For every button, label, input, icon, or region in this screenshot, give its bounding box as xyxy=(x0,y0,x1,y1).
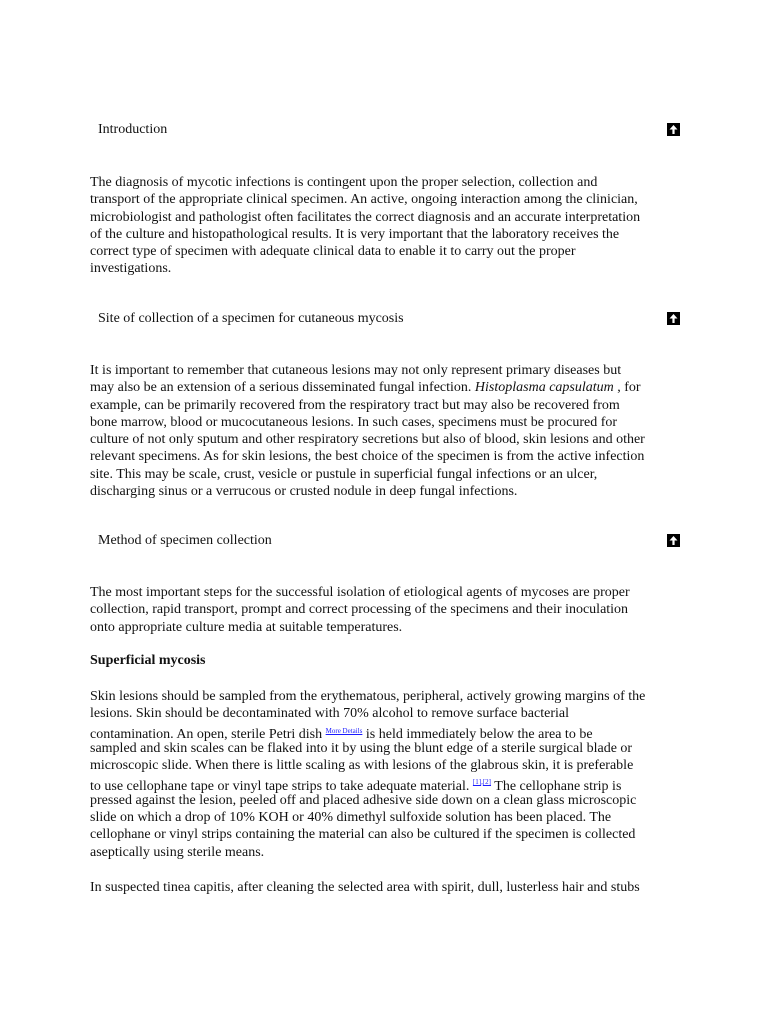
organism-name: Histoplasma capsulatum xyxy=(474,380,614,396)
text-line: of the culture and histopathological results. It is very important that the laboratory receives the xyxy=(90,226,620,242)
text-line: aseptically using sterile means. xyxy=(90,844,265,860)
text-line: culture of not only sputum and other respiratory secretions but also of blood, skin lesions and other xyxy=(90,432,645,448)
text-line: example, can be primarily recovered from the respiratory tract but may also be recovered from xyxy=(90,397,620,413)
text-line: The diagnosis of mycotic infections is contingent upon the proper selection, collection and xyxy=(90,175,598,190)
text-line: Skin lesions should be sampled from the erythematous, peripheral, actively growing margins of the xyxy=(90,689,646,704)
text-line: relevant specimens. As for skin lesions, the best choice of the specimen is from the active infection xyxy=(90,449,645,465)
back-to-top-icon[interactable] xyxy=(667,534,680,547)
reference-link-1[interactable]: [1] xyxy=(472,778,482,787)
text-line: It is important to remember that cutaneous lesions may not only represent primary diseases but xyxy=(90,363,622,378)
section-title: Introduction xyxy=(98,122,168,137)
skin-lesions-paragraph xyxy=(90,688,680,861)
site-paragraph xyxy=(90,362,680,500)
section-header-site-of-collection xyxy=(98,309,684,329)
tinea-capitis-paragraph xyxy=(90,879,680,896)
section-header-introduction xyxy=(98,120,684,140)
text-line: slide on which a drop of 10% KOH or 40% dimethyl sulfoxide solution has been placed. The xyxy=(90,810,612,826)
text-line: microscopic slide. When there is little scaling as with lesions of the glabrous skin, it is preferable xyxy=(90,758,634,774)
section-title: Site of collection of a specimen for cutaneous mycosis xyxy=(98,311,404,326)
text-fragment: to use cellophane tape or vinyl tape strips to take adequate material. xyxy=(90,779,473,795)
text-line: lesions. Skin should be decontaminated with 70% alcohol to remove surface bacterial xyxy=(90,706,569,722)
text-line: cellophane or vinyl strips containing the material can also be cultured if the specimen is collected xyxy=(90,827,636,843)
back-to-top-icon[interactable] xyxy=(667,312,680,325)
text-fragment: contamination. An open, sterile Petri dish xyxy=(90,726,326,742)
more-details-link[interactable]: More Details xyxy=(325,726,363,735)
reference-link-2[interactable]: [2] xyxy=(482,778,492,787)
text-line: collection, rapid transport, prompt and correct processing of the specimens and their inoculation xyxy=(90,602,629,618)
subheading-superficial-mycosis: Superficial mycosis xyxy=(90,653,206,668)
text-line: transport of the appropriate clinical specimen. An active, ongoing interaction among the clinician, xyxy=(90,192,638,208)
text-line: bone marrow, blood or mucocutaneous lesions. In such cases, specimens must be procured for xyxy=(90,414,618,430)
text-line: sampled and skin scales can be flaked into it by using the blunt edge of a sterile surgical blade or xyxy=(90,740,633,756)
text-line: correct type of specimen with adequate clinical data to enable it to carry out the proper xyxy=(90,244,576,260)
text-line: discharging sinus or a verrucous or crusted nodule in deep fungal infections. xyxy=(90,484,518,500)
text-line xyxy=(90,379,680,396)
text-fragment: is held immediately below the area to be xyxy=(362,726,593,742)
text-line: investigations. xyxy=(90,261,172,277)
intro-paragraph xyxy=(90,174,680,278)
method-paragraph xyxy=(90,584,680,636)
text-fragment: , for xyxy=(613,380,641,396)
back-to-top-icon[interactable] xyxy=(667,123,680,136)
section-header-method xyxy=(98,531,684,551)
text-line: microbiologist and pathologist often facilitates the correct diagnosis and an accurate interpretation xyxy=(90,209,641,225)
section-title: Method of specimen collection xyxy=(98,533,272,548)
text-line xyxy=(90,723,680,740)
text-fragment: may also be an extension of a serious disseminated fungal infection. xyxy=(90,380,475,396)
text-line: The most important steps for the successful isolation of etiological agents of mycoses are proper xyxy=(90,585,630,600)
reference-separator: , xyxy=(481,778,483,787)
text-line: site. This may be scale, crust, vesicle or pustule in superficial fungal infections or an ulcer, xyxy=(90,466,598,482)
text-line: onto appropriate culture media at suitable temperatures. xyxy=(90,619,403,635)
text-fragment: The cellophane strip is xyxy=(491,779,622,795)
text-line: pressed against the lesion, peeled off and placed adhesive side down on a clean glass microscopic xyxy=(90,792,637,808)
text-line: In suspected tinea capitis, after cleaning the selected area with spirit, dull, lusterless hair and stubs xyxy=(90,880,640,895)
text-line xyxy=(90,774,680,795)
